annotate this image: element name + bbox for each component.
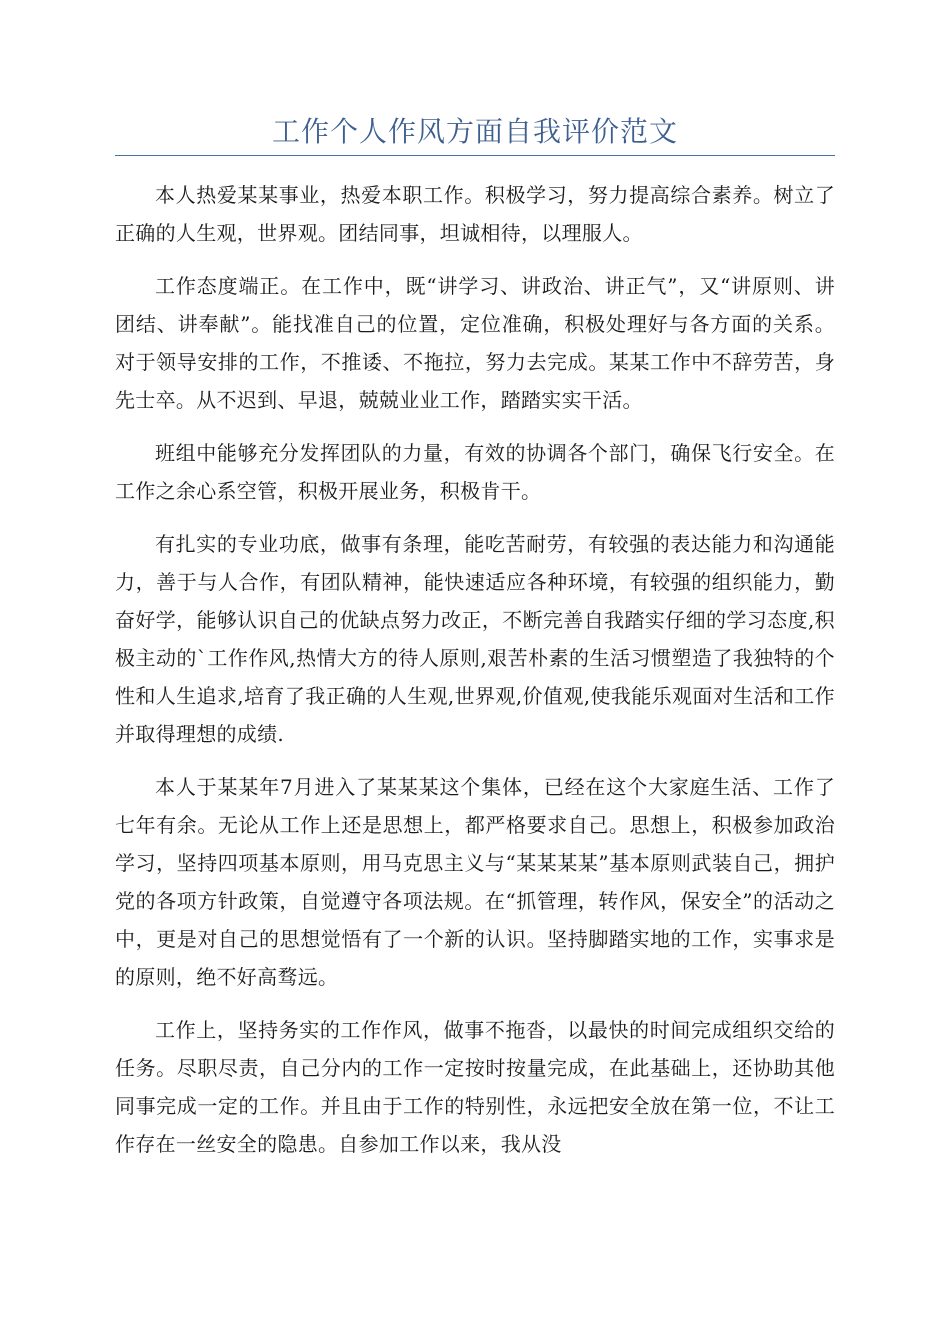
title-underline — [115, 155, 835, 156]
paragraph-3: 班组中能够充分发挥团队的力量，有效的协调各个部门，确保飞行安全。在工作之余心系空管，积极开展业务，积极肯干。 — [115, 441, 835, 503]
paragraph-2: 工作态度端正。在工作中，既“讲学习、讲政治、讲正气”，又“讲原则、讲团结、讲奉献”。能找准自己的位置，定位准确，积极处理好与各方面的关系。对于领导安排的工作，不推诿、不拖拉，努力去完成。某某工作中不辞劳苦，身先士卒。从不迟到、早退，兢兢业业工作，踏踏实实干活。 — [115, 274, 835, 412]
document-title: 工作个人作风方面自我评价范文 — [271, 115, 678, 148]
paragraph-6: 工作上，坚持务实的工作作风，做事不拖沓，以最快的时间完成组织交给的任务。尽职尽责，自己分内的工作一定按时按量完成，在此基础上，还协助其他同事完成一定的工作。并且由于工作的特别性，永远把安全放在第一位，不让工作存在一丝安全的隐患。自参加工作以来，我从没 — [115, 1018, 835, 1156]
paragraph-4: 有扎实的专业功底，做事有条理，能吃苦耐劳，有较强的表达能力和沟通能力，善于与人合作，有团队精神，能快速适应各种环境，有较强的组织能力，勤奋好学，能够认识自己的优缺点努力改正，不断完善自我踏实仔细的学习态度,积极主动的`工作作风,热情大方的待人原则,艰苦朴素的生活习惯塑造了我独特的个性和人生追求,培育了我正确的人生观,世界观,价值观,使我能乐观面对生活和工作并取得理想的成绩. — [115, 532, 835, 746]
paragraph-5: 本人于某某年7月进入了某某某这个集体，已经在这个大家庭生活、工作了七年有余。无论从工作上还是思想上，都严格要求自己。思想上，积极参加政治学习，坚持四项基本原则，用马克思主义与“某某某某”基本原则武装自己，拥护党的各项方针政策，自觉遵守各项法规。在“抓管理，转作风，保安全”的活动之中，更是对自己的思想觉悟有了一个新的认识。坚持脚踏实地的工作，实事求是的原则，绝不好高骛远。 — [115, 775, 835, 989]
paragraph-1: 本人热爱某某事业，热爱本职工作。积极学习，努力提高综合素养。树立了正确的人生观，世界观。团结同事，坦诚相待，以理服人。 — [115, 183, 835, 245]
document-body — [115, 176, 835, 1178]
